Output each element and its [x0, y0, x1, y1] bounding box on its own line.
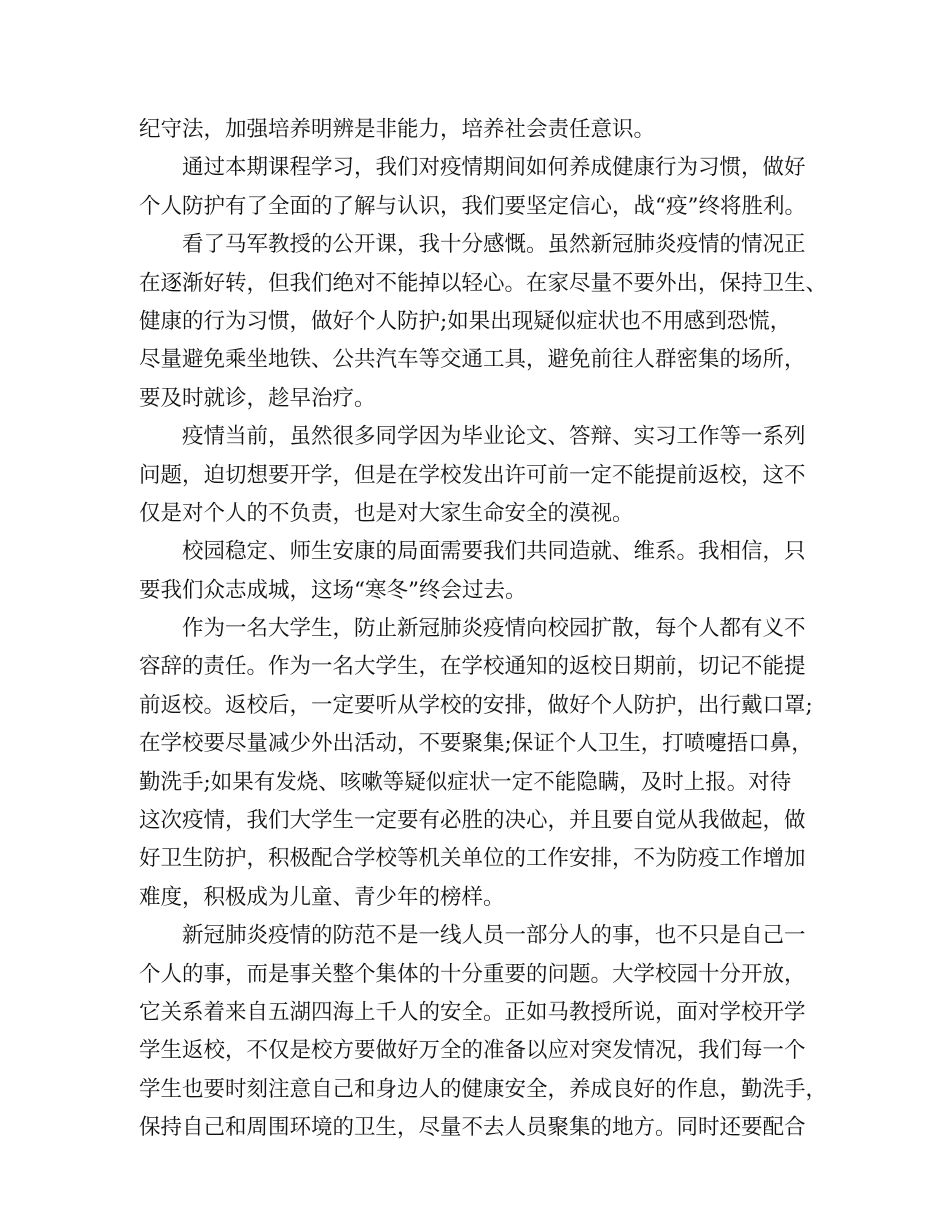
- text-line: 要我们众志成城，这场“寒冬”终会过去。: [139, 577, 527, 603]
- text-line: 新冠肺炎疫情的防范不是一线人员一部分人的事，也不只是自己一: [182, 923, 806, 949]
- text-line: 通过本期课程学习，我们对疫情期间如何养成健康行为习惯，做好: [182, 155, 806, 181]
- text-line: 个人的事，而是事关整个集体的十分重要的问题。大学校园十分开放，: [139, 961, 806, 987]
- text-line: 仅是对个人的不负责，也是对大家生命安全的漠视。: [139, 500, 634, 526]
- text-line: 这次疫情，我们大学生一定要有必胜的决心，并且要自觉从我做起，做: [139, 808, 806, 834]
- text-line: 学生也要时刻注意自己和身边人的健康安全，养成良好的作息，勤洗手，: [139, 1076, 828, 1102]
- text-line: 健康的行为习惯，做好个人防护;如果出现疑似症状也不用感到恐慌，: [139, 308, 792, 334]
- text-line: 问题，迫切想要开学，但是在学校发出许可前一定不能提前返校，这不: [139, 462, 806, 488]
- text-line: 看了马军教授的公开课，我十分感慨。虽然新冠肺炎疫情的情况正: [182, 232, 806, 258]
- text-line: 校园稳定、师生安康的局面需要我们共同造就、维系。我相信，只: [182, 539, 806, 565]
- document-body: [139, 111, 828, 1148]
- text-line: 勤洗手;如果有发烧、咳嗽等疑似症状一定不能隐瞒，及时上报。对待: [139, 769, 792, 795]
- text-line: 在逐渐好转，但我们绝对不能掉以轻心。在家尽量不要外出，保持卫生、: [139, 270, 828, 296]
- text-line: 前返校。返校后，一定要听从学校的安排，做好个人防护，出行戴口罩;: [139, 692, 813, 718]
- text-line: 好卫生防护，积极配合学校等机关单位的工作安排，不为防疫工作增加: [139, 846, 806, 872]
- text-line: 尽量避免乘坐地铁、公共汽车等交通工具，避免前往人群密集的场所，: [139, 347, 806, 373]
- text-line: 作为一名大学生，防止新冠肺炎疫情向校园扩散，每个人都有义不: [182, 616, 806, 642]
- text-line: 难度，积极成为儿童、青少年的榜样。: [139, 884, 505, 910]
- text-line: 要及时就诊，趁早治疗。: [139, 385, 376, 411]
- text-line: 保持自己和周围环境的卫生，尽量不去人员聚集的地方。同时还要配合: [139, 1115, 806, 1141]
- text-line: 个人防护有了全面的了解与认识，我们要坚定信心，战“疫”终将胜利。: [139, 193, 806, 219]
- text-line: 疫情当前，虽然很多同学因为毕业论文、答辩、实习工作等一系列: [182, 424, 806, 450]
- text-line: 学生返校，不仅是校方要做好万全的准备以应对突发情况，我们每一个: [139, 1038, 806, 1064]
- text-line: 它关系着来自五湖四海上千人的安全。正如马教授所说，面对学校开学: [139, 999, 806, 1025]
- text-line: 容辞的责任。作为一名大学生，在学校通知的返校日期前，切记不能提: [139, 654, 806, 680]
- text-line: 纪守法，加强培养明辨是非能力，培养社会责任意识。: [139, 117, 656, 142]
- text-line: 在学校要尽量减少外出活动，不要聚集;保证个人卫生，打喷嚏捂口鼻，: [139, 731, 813, 757]
